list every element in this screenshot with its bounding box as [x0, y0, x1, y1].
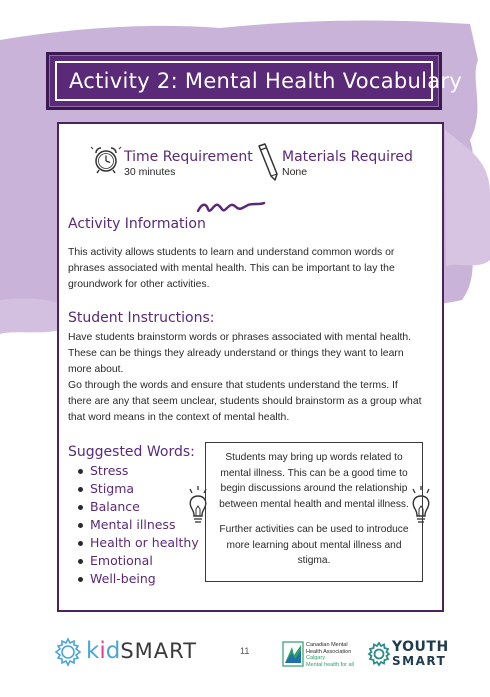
page-title: Activity 2: Mental Health Vocabulary	[69, 69, 463, 93]
time-requirement-value: 30 minutes	[124, 166, 176, 178]
cmha-line-4: Mental health for all	[306, 661, 354, 668]
cmha-line-3: Calgary	[306, 655, 325, 661]
suggested-word: Mental illness	[90, 517, 176, 532]
list-item	[78, 462, 199, 480]
bullet	[78, 541, 83, 546]
suggested-word: Balance	[90, 499, 140, 514]
time-requirement-label: Time Requirement	[124, 149, 253, 165]
bullet	[78, 559, 83, 564]
student-instructions-paragraph-1: Have students brainstorm words or phrases associated with mental health. These can be things they already understand or things they want to learn more about.	[68, 332, 412, 375]
list-item	[78, 498, 199, 516]
kidsmart-logo-d: d	[105, 638, 121, 664]
list-item	[78, 534, 199, 552]
list-item	[78, 516, 199, 534]
youthsmart-line-2: SMART	[392, 654, 447, 668]
suggested-words-heading: Suggested Words:	[68, 444, 195, 460]
cmha-line-2: Health Association	[306, 648, 352, 655]
alarm-clock-icon	[90, 143, 122, 175]
kidsmart-logo-i: i	[99, 638, 106, 664]
list-item	[78, 552, 199, 570]
cmha-icon	[282, 641, 304, 667]
materials-required-label: Materials Required	[282, 149, 413, 165]
list-item	[78, 480, 199, 498]
gear-icon	[52, 636, 84, 668]
suggested-word: Health or healthy	[90, 535, 199, 550]
kidsmart-logo-k: k	[86, 638, 100, 664]
suggested-words-list	[78, 462, 199, 588]
teacher-note-paragraph-1: Students may bring up words related to mental illness. This can be a good time to begin discussions around the relationship between mental health and mental illness.	[219, 452, 409, 510]
suggested-word: Stigma	[90, 481, 135, 496]
kidsmart-logo	[86, 638, 197, 664]
cmha-line-1: Canadian Mental	[306, 642, 348, 648]
bullet	[78, 523, 83, 528]
student-instructions-paragraph-2: Go through the words and ensure that students understand the terms. If there are any that seem unclear, students should brainstorm as a group what that word means in the context of mental health.	[68, 380, 422, 423]
squiggle-divider-icon	[196, 199, 266, 215]
teacher-note-paragraph-2: Further activities can be used to introduce more learning about mental illness and stigma.	[219, 524, 409, 566]
suggested-word: Well-being	[90, 571, 156, 586]
materials-required-value: None	[282, 166, 308, 178]
youthsmart-gear-icon	[367, 640, 391, 668]
bullet	[78, 487, 83, 492]
youthsmart-line-1: YOUTH	[392, 639, 449, 655]
activity-information-text: This activity allows students to learn and understand common words or phrases associated with mental health. This can be important to lay the groundwork for other activities.	[68, 247, 395, 290]
materials-required	[282, 149, 413, 178]
page-number: 11	[240, 646, 250, 656]
list-item	[78, 570, 199, 588]
title-banner	[46, 52, 463, 110]
bullet	[78, 505, 83, 510]
teacher-note-box	[205, 442, 423, 582]
activity-information-heading: Activity Information	[68, 216, 206, 232]
student-instructions-heading: Student Instructions:	[68, 310, 215, 326]
time-requirement	[124, 149, 253, 178]
bullet	[78, 469, 83, 474]
kidsmart-logo-smart: SMART	[120, 639, 198, 663]
youthsmart-logo	[392, 640, 449, 668]
bullet	[78, 577, 83, 582]
cmha-logo	[306, 642, 354, 668]
pencil-icon	[255, 142, 281, 182]
suggested-word: Stress	[90, 463, 129, 478]
suggested-word: Emotional	[90, 553, 153, 568]
